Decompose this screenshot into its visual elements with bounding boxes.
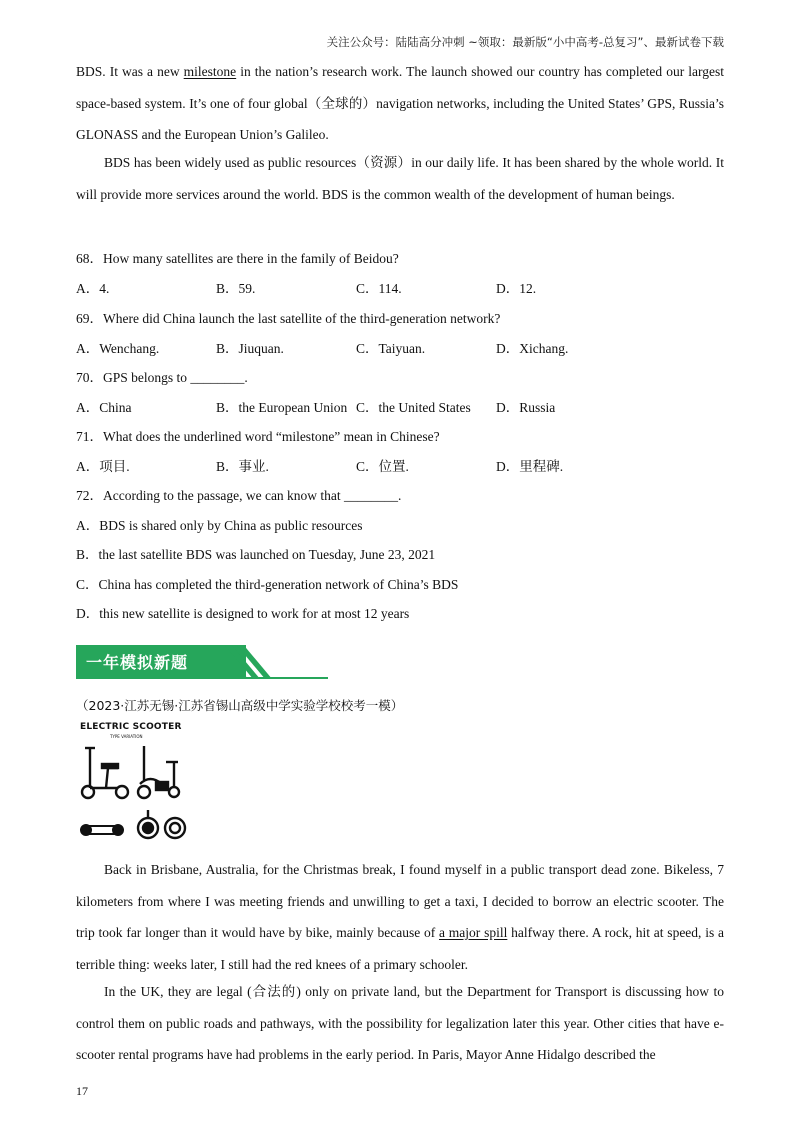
text-span: BDS. It was a new [76,64,184,79]
text-span: halfway there. A rock, hit at speed, is a terrible thing: weeks later, I still had the red knees of a primary schooler. [76,925,724,972]
q72-option-b[interactable]: B．the last satellite BDS was launched on Tuesday, June 23, 2021 [76,547,436,562]
text-span: Back in Brisbane, Australia, for the Christmas break, I found myself in a public transport dead zone. Bikeless, 7 kilometers from where I was meeting friends and unwilling to get a taxi, I decided to borrow an electric scooter. The trip took far longer than it would have by bike, mainly because of [76,862,724,940]
q69-option-c[interactable]: C．Taiyuan. [356,341,426,356]
hoverboard-icon [81,825,123,835]
question-69: 69．Where did China launch the last satellite of the third-generation network? [76,311,501,326]
image-title: ELECTRIC SCOOTER [80,722,182,732]
q72-option-a[interactable]: A．BDS is shared only by China as public resources [76,518,363,533]
passage2-paragraph1 [76,854,724,980]
q68-option-a[interactable]: A．4. [76,281,110,296]
q70-option-d[interactable]: D．Russia [496,400,556,415]
q71-option-b[interactable]: B．事业. [216,459,269,474]
q70-option-a[interactable]: A．China [76,400,132,415]
text-span: in the nation’s research work. The launch showed our country has completed our largest space-based system. It’s one of four global（全球的）navigation networks, including the United States’ GPS, Russia’s GLONASS and the European Union’s Galileo. [76,64,724,142]
passage1-paragraph2: BDS has been widely used as public resources（资源）in our daily life. It has been shared by the whole world. It will provide more services around the world. BDS is the common wealth of the development of human beings. [76,155,724,202]
passage1-paragraph1 [76,56,724,151]
q69-option-d[interactable]: D．Xichang. [496,341,569,356]
question-70: 70．GPS belongs to ________. [76,370,248,385]
page-header: 关注公众号：陆陆高分冲刺 ~领取：最新版“小中高考-总复习”、最新试卷下载 [326,35,724,49]
q69-option-b[interactable]: B．Jiuquan. [216,341,284,356]
monowheel-icon [165,818,185,838]
q71-option-c[interactable]: C．位置. [356,459,409,474]
electric-scooter-illustration [78,740,188,846]
q71-option-d[interactable]: D．里程碑. [496,459,564,474]
scooter-delivery-icon [138,746,179,798]
q71-option-a[interactable]: A．项目. [76,459,130,474]
page-number: 17 [76,1084,88,1098]
banner-underline [76,677,328,679]
unicycle-icon [138,810,158,838]
section-banner [76,645,328,679]
q68-option-d[interactable]: D．12. [496,281,537,296]
q69-option-a[interactable]: A．Wenchang. [76,341,160,356]
question-71: 71．What does the underlined word “milestone” mean in Chinese? [76,429,440,444]
underlined-phrase-major-spill: a major spill [439,925,508,940]
underlined-word-milestone: milestone [183,64,237,79]
q68-option-b[interactable]: B．59. [216,281,256,296]
q70-option-c[interactable]: C．the United States [356,400,471,415]
banner-title: 一年模拟新题 [86,653,189,672]
q68-option-c[interactable]: C．114. [356,281,402,296]
scooter-seated-icon [82,748,128,798]
question-72: 72．According to the passage, we can know that ________. [76,488,402,503]
image-subtitle: TYPE VARIATION [110,734,143,739]
question-68: 68．How many satellites are there in the family of Beidou? [76,251,399,266]
q72-option-c[interactable]: C．China has completed the third-generation network of China’s BDS [76,577,459,592]
q70-option-b[interactable]: B．the European Union [216,400,348,415]
q72-option-d[interactable]: D．this new satellite is designed to work for at most 12 years [76,606,410,621]
passage2-paragraph2: In the UK, they are legal (合法的) only on private land, but the Department for Transport is discussing how to control them on public roads and pathways, with the possibility for legalization later this year. Other cities that have e-scooter rental programs have had problems in the early period. In Paris, Mayor Anne Hidalgo described the [76,984,724,1062]
exam-source: （2023·江苏无锡·江苏省锡山高级中学实验学校校考一模） [76,698,404,713]
